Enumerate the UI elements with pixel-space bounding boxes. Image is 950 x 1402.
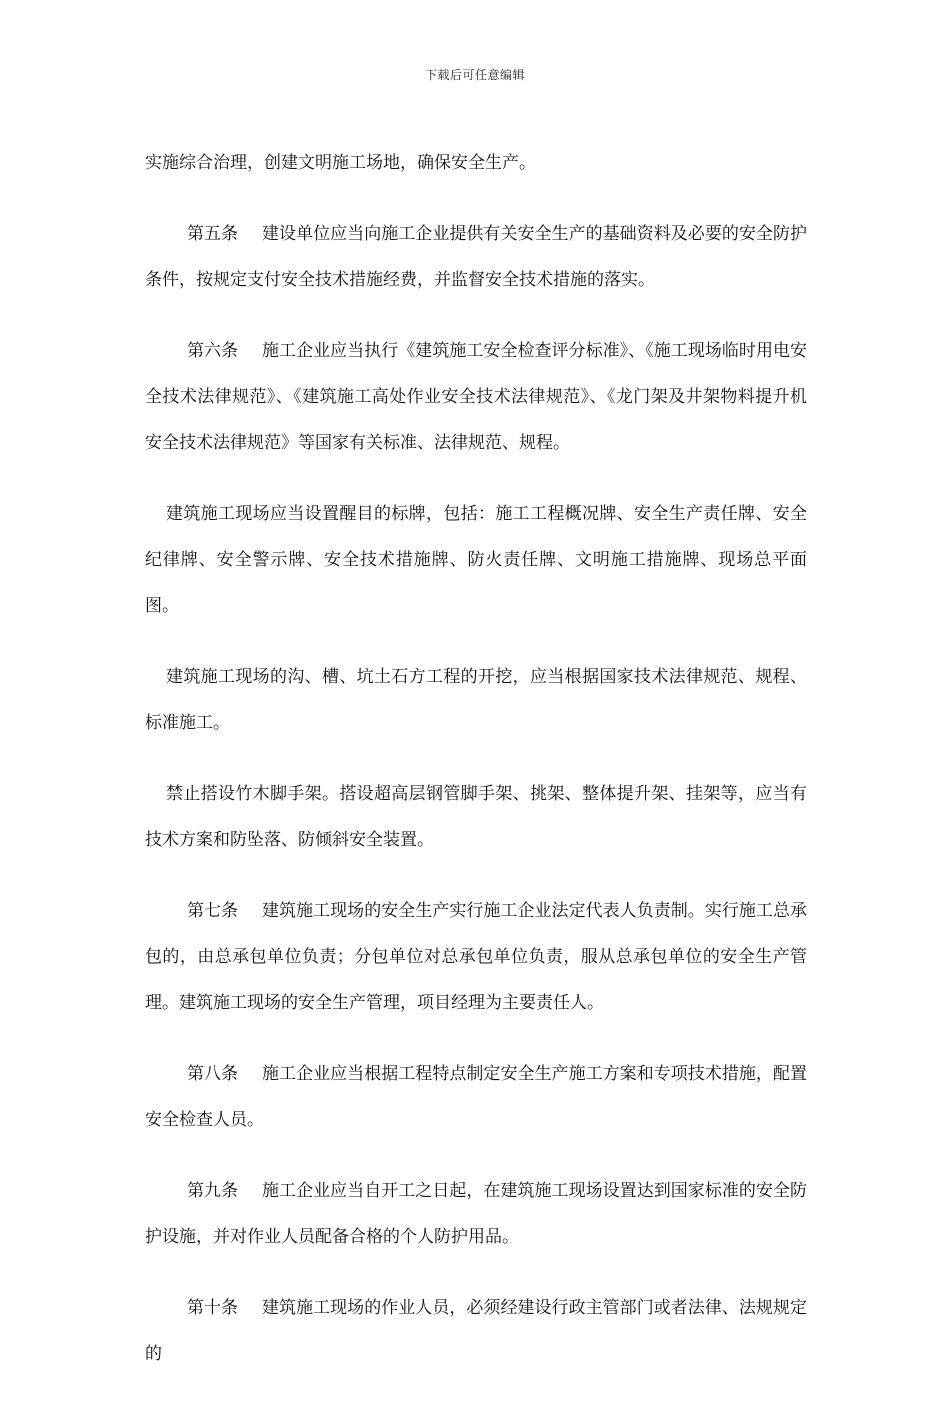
paragraph-continuation [145,140,807,186]
document-body [145,140,807,1402]
paragraph-text: 建筑施工现场的作业人员，必须经建设行政主管部门或者法律、法规规定的 [145,1298,807,1364]
paragraph-text: 施工企业应当执行《建筑施工安全检查评分标准》、《施工现场临时用电安全技术法律规范》、《建筑施工高处作业安全技术法律规范》、《龙门架及井架物料提升机安全技术法律规范》等国家有关标准、法律规范、规程。 [145,341,807,453]
article-number: 第七条 [187,901,238,921]
page-header: 下载后可任意编辑 [424,68,525,82]
article-number: 第五条 [187,224,238,244]
article-9-paragraph [145,1168,807,1260]
paragraph-text: 施工企业应当根据工程特点制定安全生产施工方案和专项技术措施，配置安全检查人员。 [145,1064,807,1130]
excavation-paragraph [145,654,807,746]
article-5-paragraph [145,211,807,303]
paragraph-text: 施工企业应当自开工之日起，在建筑施工现场设置达到国家标准的安全防护设施，并对作业人员配备合格的个人防护用品。 [145,1181,807,1247]
paragraph-text: 建筑施工现场的安全生产实行施工企业法定代表人负责制。实行施工总承包的，由总承包单位负责；分包单位对总承包单位负责，服从总承包单位的安全生产管理。建筑施工现场的安全生产管理，项目经理为主要责任人。 [145,901,807,1013]
paragraph-text: 禁止搭设竹木脚手架。搭设超高层钢管脚手架、挑架、整体提升架、挂架等，应当有技术方案和防坠落、防倾斜安全装置。 [145,784,807,850]
paragraph-text: 建筑施工现场的沟、槽、坑土石方工程的开挖，应当根据国家技术法律规范、规程、标准施工。 [145,667,807,733]
article-10-paragraph [145,1285,807,1377]
paragraph-text: 建筑施工现场应当设置醒目的标牌，包括：施工工程概况牌、安全生产责任牌、安全纪律牌、安全警示牌、安全技术措施牌、防火责任牌、文明施工措施牌、现场总平面图。 [145,504,807,616]
article-number: 第十条 [187,1298,238,1318]
article-number: 第九条 [187,1181,238,1201]
article-7-paragraph [145,888,807,1026]
article-6-paragraph [145,328,807,466]
scaffold-paragraph [145,771,807,863]
paragraph-text: 实施综合治理，创建文明施工场地，确保安全生产。 [145,153,536,173]
article-number: 第六条 [187,341,238,361]
signage-paragraph [145,491,807,629]
article-8-paragraph [145,1051,807,1143]
paragraph-text: 建设单位应当向施工企业提供有关安全生产的基础资料及必要的安全防护条件，按规定支付安全技术措施经费，并监督安全技术措施的落实。 [145,224,807,290]
article-number: 第八条 [187,1064,238,1084]
